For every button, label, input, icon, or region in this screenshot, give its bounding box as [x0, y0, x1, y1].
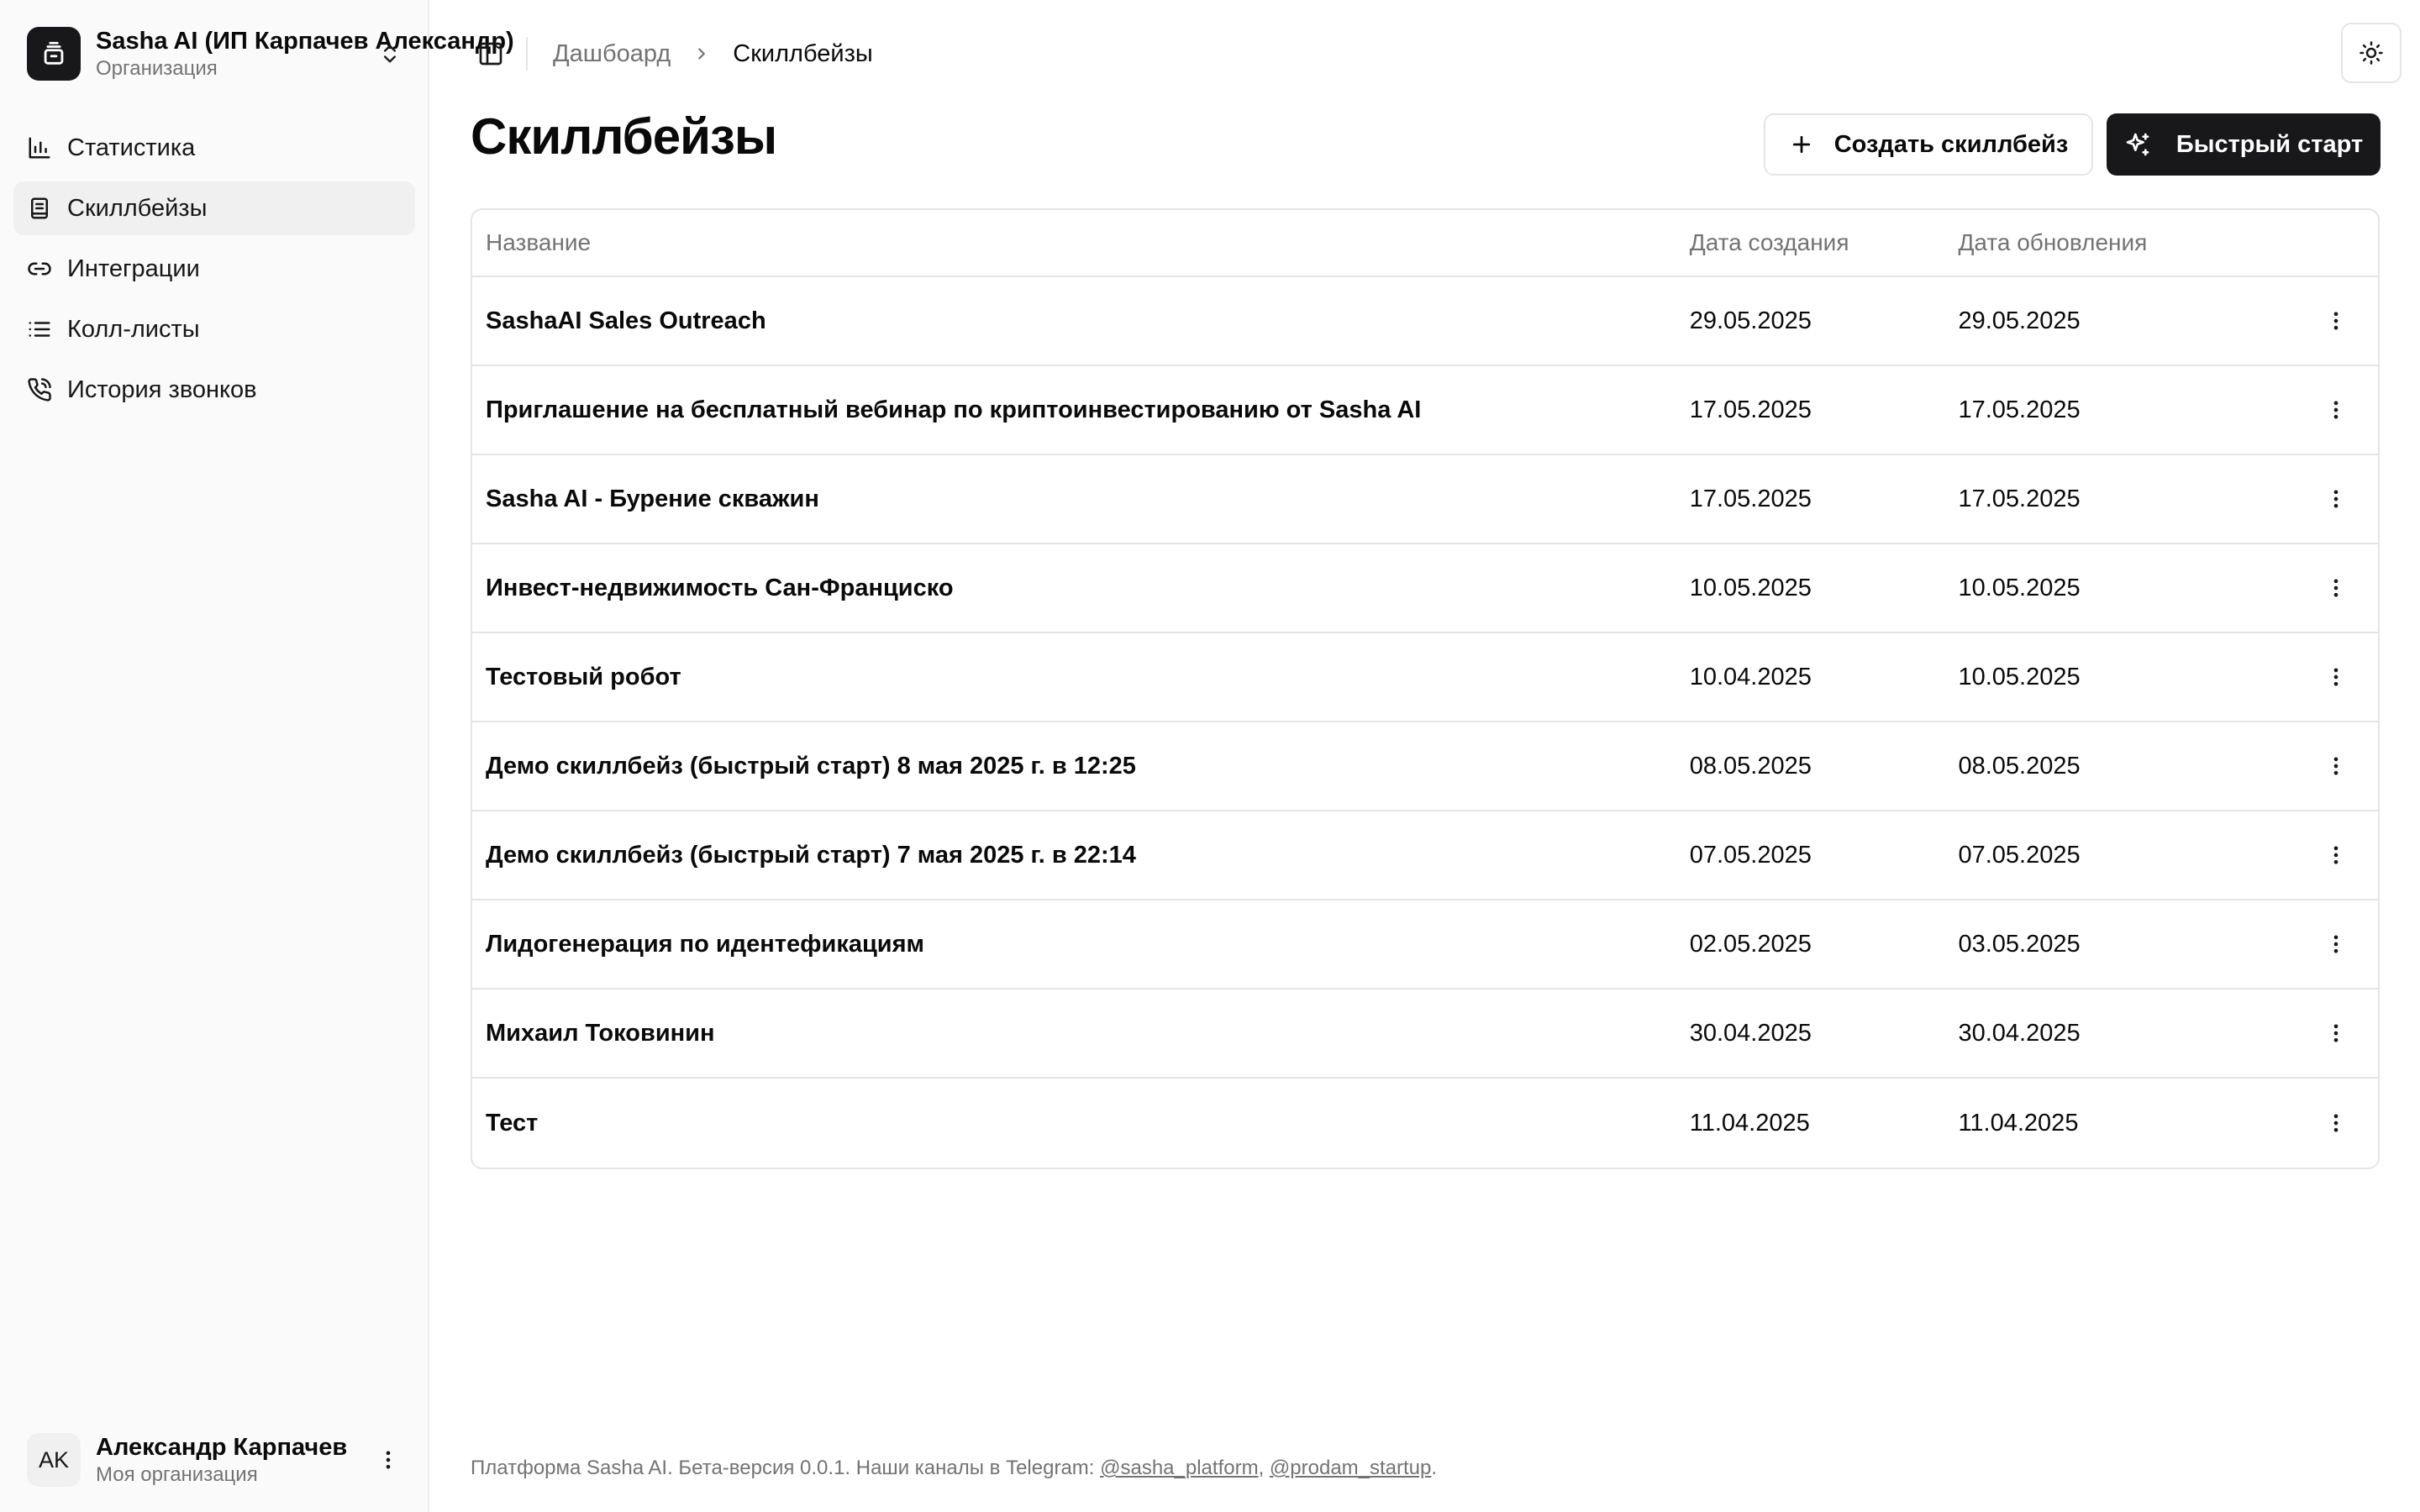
more-vertical-icon[interactable] [2317, 570, 2354, 606]
updated-date: 17.05.2025 [1958, 396, 2081, 423]
org-name: Sasha AI (ИП Карпачев Александр) [96, 28, 514, 55]
skillbase-name: Тест [486, 1109, 539, 1137]
create-skillbase-label: Создать скиллбейз [1833, 130, 2069, 158]
skillbase-name: Тестовый робот [486, 663, 681, 690]
created-date: 02.05.2025 [1689, 930, 1812, 958]
sun-icon [2359, 40, 2384, 66]
skillbase-name: Приглашение на бесплатный вебинар по криптоинвестированию от Sasha AI [486, 396, 1422, 423]
footer [471, 1457, 1437, 1480]
table-row[interactable] [472, 633, 2378, 722]
more-vertical-icon[interactable] [2317, 302, 2354, 339]
top-bar [430, 0, 2420, 108]
column-header-created: Дата создания [1689, 229, 1849, 255]
more-vertical-icon[interactable] [2317, 748, 2354, 785]
user-name: Александр Карпачев [96, 1434, 348, 1461]
created-date: 29.05.2025 [1689, 307, 1812, 334]
quick-start-label: Быстрый старт [2175, 130, 2364, 158]
quick-start-button[interactable] [2107, 113, 2381, 176]
table-row[interactable] [472, 366, 2378, 455]
org-switcher[interactable] [15, 22, 514, 86]
table-row[interactable] [472, 722, 2378, 811]
sidebar-item-statistics[interactable] [13, 121, 415, 175]
sparkles-icon [2124, 131, 2151, 158]
skillbase-name: SashaAI Sales Outreach [486, 307, 766, 334]
breadcrumb [553, 37, 873, 71]
updated-date: 30.04.2025 [1958, 1019, 2081, 1047]
created-date: 08.05.2025 [1689, 752, 1812, 780]
page-title: Скиллбейзы [471, 108, 777, 165]
skillbase-name: Демо скиллбейз (быстрый старт) 7 мая 2025 г. в 22:14 [486, 841, 1136, 869]
updated-date: 10.05.2025 [1958, 663, 2081, 690]
more-vertical-icon[interactable] [2317, 926, 2354, 963]
avatar: AK [27, 1433, 81, 1487]
table-row[interactable] [472, 544, 2378, 633]
table-row[interactable] [472, 900, 2378, 990]
footer-end: . [1431, 1457, 1438, 1479]
create-skillbase-button[interactable] [1764, 113, 2093, 176]
chevrons-up-down-icon [378, 42, 402, 66]
table-row[interactable] [472, 811, 2378, 900]
updated-date: 29.05.2025 [1958, 307, 2081, 334]
sidebar-item-integrations[interactable] [13, 242, 415, 296]
divider [526, 37, 528, 71]
skillbase-name: Инвест-недвижимость Сан-Франциско [486, 574, 954, 601]
footer-text: Платформа Sasha AI. Бета-версия 0.0.1. Наши каналы в Telegram: [471, 1457, 1101, 1479]
bar-chart-icon [27, 135, 52, 160]
updated-date: 11.04.2025 [1958, 1109, 2079, 1137]
updated-date: 03.05.2025 [1958, 930, 2081, 958]
created-date: 17.05.2025 [1689, 396, 1812, 423]
sidebar-nav [13, 121, 415, 423]
breadcrumb-dashboard[interactable]: Дашбоард [553, 39, 671, 67]
skillbase-name: Лидогенерация по идентефикациям [486, 930, 924, 958]
created-date: 10.04.2025 [1689, 663, 1812, 690]
org-subtitle: Организация [96, 57, 218, 80]
breadcrumb-current: Скиллбейзы [733, 39, 873, 67]
book-icon [27, 196, 52, 221]
telegram-link-sasha-platform[interactable]: @sasha_platform [1100, 1457, 1259, 1479]
updated-date: 08.05.2025 [1958, 752, 2081, 780]
more-vertical-icon[interactable] [2317, 1015, 2354, 1052]
more-vertical-icon[interactable] [2317, 480, 2354, 517]
list-icon [27, 317, 52, 342]
more-vertical-icon[interactable] [2317, 391, 2354, 428]
user-menu[interactable] [15, 1428, 413, 1492]
sidebar-item-skillbases[interactable] [13, 181, 415, 235]
sidebar-toggle-icon[interactable] [474, 37, 508, 71]
column-header-name: Название [486, 229, 592, 255]
updated-date: 07.05.2025 [1958, 841, 2081, 869]
chevron-right-icon [692, 45, 711, 63]
table-row[interactable] [472, 990, 2378, 1079]
sidebar-item-call-lists[interactable] [13, 302, 415, 356]
updated-date: 17.05.2025 [1958, 485, 2081, 512]
skillbases-table [471, 208, 2380, 1169]
sidebar-item-label: Статистика [67, 134, 196, 161]
org-logo-icon [27, 27, 81, 81]
skillbase-name: Михаил Токовинин [486, 1019, 715, 1047]
sidebar-item-label: Колл-листы [67, 315, 200, 343]
footer-separator: , [1258, 1457, 1270, 1479]
user-org: Моя организация [96, 1463, 258, 1486]
created-date: 07.05.2025 [1689, 841, 1812, 869]
plus-icon [1789, 132, 1814, 157]
created-date: 10.05.2025 [1689, 574, 1812, 601]
table-header [472, 210, 2378, 277]
table-row[interactable] [472, 277, 2378, 366]
more-vertical-icon[interactable] [2317, 659, 2354, 696]
table-row[interactable] [472, 1079, 2378, 1168]
phone-icon [27, 377, 52, 402]
theme-toggle-button[interactable] [2341, 23, 2402, 83]
more-vertical-icon[interactable] [2317, 837, 2354, 874]
created-date: 11.04.2025 [1689, 1109, 1810, 1137]
more-vertical-icon[interactable] [376, 1448, 400, 1472]
more-vertical-icon[interactable] [2317, 1105, 2354, 1142]
link-icon [27, 256, 52, 281]
created-date: 17.05.2025 [1689, 485, 1812, 512]
updated-date: 10.05.2025 [1958, 574, 2081, 601]
sidebar-item-label: Скиллбейзы [67, 194, 208, 222]
skillbase-name: Sasha AI - Бурение скважин [486, 485, 819, 512]
skillbase-name: Демо скиллбейз (быстрый старт) 8 мая 2025 г. в 12:25 [486, 752, 1136, 780]
column-header-updated: Дата обновления [1958, 229, 2148, 255]
sidebar-item-label: История звонков [67, 375, 257, 403]
table-row[interactable] [472, 455, 2378, 544]
created-date: 30.04.2025 [1689, 1019, 1812, 1047]
sidebar-item-label: Интеграции [67, 255, 200, 282]
telegram-link-prodam-startup[interactable]: @prodam_startup [1269, 1457, 1432, 1479]
sidebar-item-call-history[interactable] [13, 363, 415, 417]
